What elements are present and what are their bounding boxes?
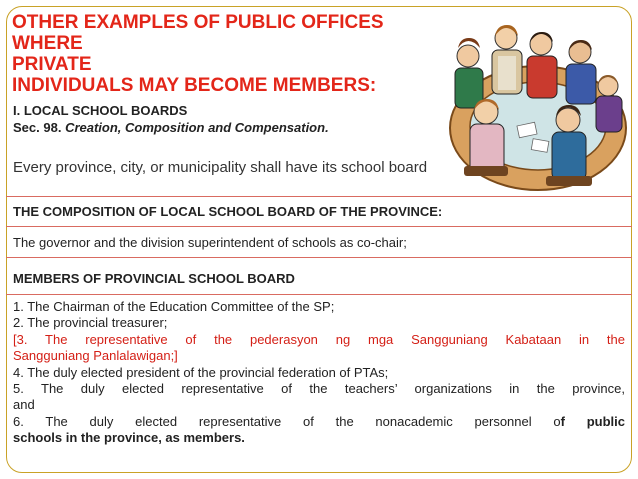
list-item: 1. The Chairman of the Education Committee of the SP; xyxy=(13,299,335,314)
members-heading: MEMBERS OF PROVINCIAL SCHOOL BOARD xyxy=(13,271,295,286)
list-item-cont: and xyxy=(13,397,35,413)
composition-heading-block xyxy=(6,196,632,220)
person-right xyxy=(596,75,622,132)
composition-heading: THE COMPOSITION OF LOCAL SCHOOL BOARD OF THE PROVINCE: xyxy=(13,204,443,219)
every-province-text: Every province, city, or municipality shall have its school board xyxy=(13,159,428,176)
chair-1 xyxy=(464,166,508,176)
list-item: 5. The duly elected representative of the teachers’ organizations in the province, xyxy=(13,381,625,397)
list-item-nonacademic xyxy=(13,414,625,430)
list-item-bold-text: f public xyxy=(560,413,625,429)
members-heading-block xyxy=(6,270,632,295)
slide-title xyxy=(12,12,442,96)
members-list xyxy=(6,299,632,447)
section-title: I. LOCAL SCHOOL BOARDS xyxy=(13,103,188,118)
list-item: 4. The duly elected president of the provincial federation of PTAs; xyxy=(13,364,389,380)
composition-text: The governor and the division superintendent of schools as co-chair; xyxy=(13,235,407,250)
meeting-people-illustration xyxy=(428,16,628,198)
composition-text-block xyxy=(6,226,632,258)
title-line-2: PRIVATE xyxy=(12,54,92,75)
section-heading xyxy=(13,102,433,136)
title-line-3: INDIVIDUALS MAY BECOME MEMBERS: xyxy=(12,75,377,96)
person-back-center xyxy=(527,32,557,98)
list-item: 2. The provincial treasurer; xyxy=(13,315,168,331)
person-back-center-left xyxy=(492,25,522,94)
list-item-text: 6. The duly elected representative of the nonacademic personnel o xyxy=(13,413,561,429)
list-item-sk-representative-cont: Sangguniang Panlalawigan;] xyxy=(13,348,178,364)
section-number: Sec. 98. xyxy=(13,120,62,135)
title-line-1: OTHER EXAMPLES OF PUBLIC OFFICES WHERE xyxy=(12,12,384,54)
list-item-nonacademic-cont: schools in the province, as members. xyxy=(13,430,245,446)
chair-2 xyxy=(546,176,592,186)
person-back-left xyxy=(455,38,483,108)
paper-2 xyxy=(531,139,549,153)
list-item-sk-representative: [3. The representative of the pederasyon ng mga Sangguniang Kabataan in the xyxy=(13,331,625,347)
person-back-right xyxy=(566,40,596,104)
section-subtitle: Creation, Composition and Compensation. xyxy=(65,120,329,135)
